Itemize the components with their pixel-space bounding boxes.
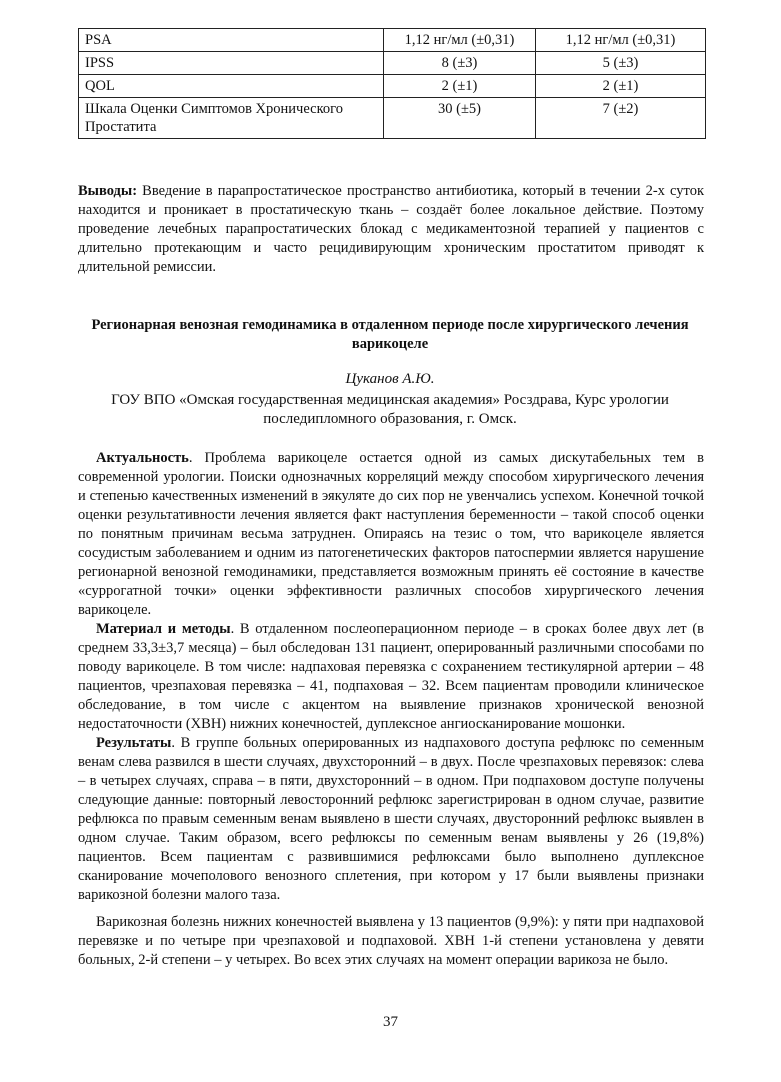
- row-label: QOL: [79, 75, 384, 98]
- varicose-paragraph: Варикозная болезнь нижних конечностей выявлена у 13 пациентов (9,9%): у пяти при надпаховой перевязке и по четыре при чрезпаховой и подпаховой. ХВН 1-й степени установлена у девяти больных, 2-й степени – у четырех. Во всех этих случаях на момент операции варикоза не было.: [78, 914, 704, 968]
- methods-paragraph: [78, 620, 704, 734]
- row-value-before: 1,12 нг/мл (±0,31): [384, 29, 536, 52]
- row-value-before: 2 (±1): [384, 75, 536, 98]
- row-label: IPSS: [79, 52, 384, 75]
- relevance-lead: Актуальность: [96, 450, 189, 466]
- article-title: Регионарная венозная гемодинамика в отдаленном периоде после хирургического лечения варикоцеле: [91, 317, 689, 352]
- article-body: [78, 449, 704, 970]
- conclusions-text: Введение в парапростатическое пространство антибиотика, который в течении 2-х суток находится и проникает в простатическую ткань – создаёт более локальное действие. Поэтому проведение лечебных парапростатических блокад с медикаментозной терапией у пациентов с длительно протекающим и часто рецидивирующим хроническим простатитом приводят к длительной ремиссии.: [78, 183, 704, 275]
- table-row: [79, 29, 706, 52]
- row-value-after: 7 (±2): [536, 98, 706, 139]
- article-author: Цуканов А.Ю.: [345, 371, 435, 387]
- table-row: [79, 98, 706, 139]
- article-affiliation: ГОУ ВПО «Омская государственная медицинская академия» Росздрава, Курс урологии последипломного образования, г. Омск.: [111, 392, 669, 427]
- row-label: Шкала Оценки Симптомов Хронического Простатита: [79, 98, 384, 139]
- table-row: [79, 52, 706, 75]
- relevance-text: . Проблема варикоцеле остается одной из самых дискутабельных тем в современной урологии. Поиски однозначных корреляций между способом хирургического лечения и степенью качественных изменений в эякуляте до сих пор не увенчались успехом. Конечной точкой оценки результативности лечения является факт наступления беременности – такой способ оценки по понятным причинам весьма затруднен. Опираясь на тезис о том, что варикоцеле является сосудистым заболеванием и одним из патогенетических факторов патоспермии является нарушение регионарной венозной гемодинамики, представляется возможным принять её состояние в качестве «суррогатной точки» оценки эффективности различных способов хирургического лечения варикоцеле.: [78, 450, 704, 618]
- conclusions-lead: Выводы:: [78, 183, 138, 199]
- row-value-after: 1,12 нг/мл (±0,31): [536, 29, 706, 52]
- results-table: [78, 28, 706, 139]
- row-label: PSA: [79, 29, 384, 52]
- conclusions-paragraph: [78, 182, 704, 277]
- methods-lead: Материал и методы: [96, 621, 231, 637]
- table-row: [79, 75, 706, 98]
- results-paragraph: [78, 734, 704, 905]
- results-text: . В группе больных оперированных из надпахового доступа рефлюкс по семенным венам слева развился в шести случаях, двухсторонний – в двух. После чрезпаховых перевязок: слева – в четырех случаях, справа – в пяти, двухсторонний – в одном. При подпаховом доступе получены следующие данные: повторный левосторонний рефлюкс зарегистрирован в одном случае, развитие рефлюкса по правым семенным венам выявлено в шести случаях, двусторонний рефлюкс выявлен в одном случае. Таким образом, всего рефлюксы по семенным венам выявлены у 26 (19,8%) пациентов. Всем пациентам с развившимися рефлюксами было выполнено дуплексное сканирование мочеполового венозного сплетения, при котором у 17 были выявлены признаки варикозной болезни малого таза.: [78, 735, 704, 903]
- row-value-after: 5 (±3): [536, 52, 706, 75]
- row-value-before: 8 (±3): [384, 52, 536, 75]
- results-lead: Результаты: [96, 735, 172, 751]
- relevance-paragraph: [78, 449, 704, 620]
- row-value-before: 30 (±5): [384, 98, 536, 139]
- page-number: 37: [383, 1014, 398, 1030]
- row-value-after: 2 (±1): [536, 75, 706, 98]
- methods-text: . В отдаленном послеоперационном периоде – в сроках более двух лет (в среднем 33,3±3,7 месяца) – был обследован 131 пациент, оперированный различными способами по поводу варикоцеле. В том числе: надпаховая перевязка с сохранением тестикулярной артерии – 48 пациентов, чрезпаховая перевязка – 41, подпаховая – 32. Всем пациентам проводили клиническое обследование, в том числе с акцентом на выявление признаков хронической венозной недостаточности (ХВН) нижних конечностей, дуплексное ангиосканирование мошонки.: [78, 621, 705, 732]
